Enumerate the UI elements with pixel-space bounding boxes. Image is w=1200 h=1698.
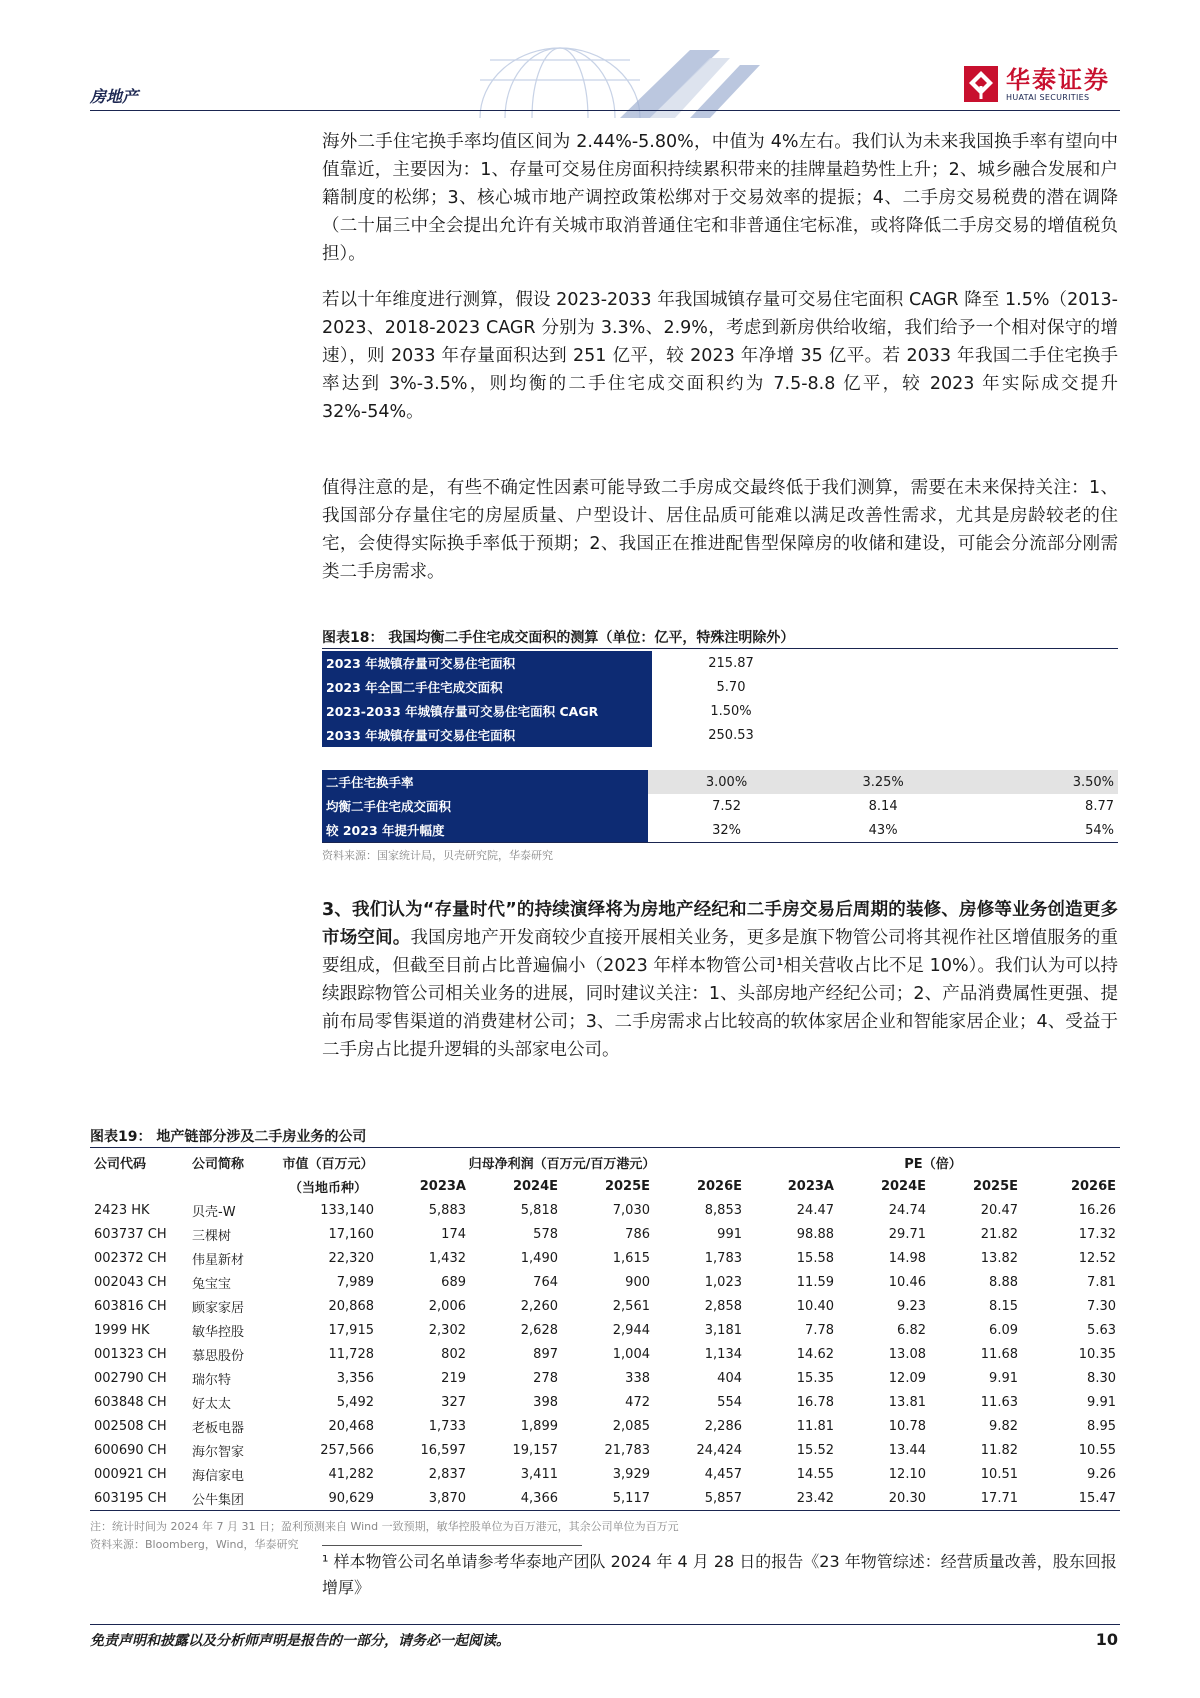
table-cell: 10.40 [796, 1298, 834, 1314]
table-cell: 3,411 [520, 1466, 558, 1482]
table-cell: 9.26 [1087, 1466, 1116, 1482]
table-cell: 9.91 [1087, 1394, 1116, 1410]
table-cell: 13.08 [888, 1346, 926, 1362]
company-code: 000921 CH [94, 1466, 167, 1482]
company-name: 兔宝宝 [192, 1276, 232, 1292]
footnote-rule [322, 1545, 582, 1546]
figure-18-title: 图表18： 我国均衡二手住宅成交面积的测算（单位：亿平，特殊注明除外） [322, 630, 795, 646]
table-cell: 13.44 [888, 1442, 926, 1458]
table-row [90, 1438, 1120, 1462]
huatai-logo [964, 66, 1110, 102]
table-cell: 3,356 [336, 1370, 374, 1386]
table-cell: 9.82 [989, 1418, 1018, 1434]
table-cell: 2,628 [520, 1322, 558, 1338]
table-cell: 11.68 [980, 1346, 1018, 1362]
table-cell: 1,783 [704, 1250, 742, 1266]
company-name: 伟星新材 [192, 1252, 245, 1268]
table-row [322, 675, 810, 699]
table-cell: 11.59 [796, 1274, 834, 1290]
figure-18-table-part1 [322, 651, 810, 747]
figure-18-table-part2 [322, 770, 1118, 842]
table-cell: 20.30 [838, 1486, 930, 1511]
table-cell: 15.58 [796, 1250, 834, 1266]
table-cell: 14.55 [796, 1466, 834, 1482]
company-code: 2423 HK [94, 1202, 150, 1218]
table-cell: 20,468 [328, 1418, 374, 1434]
table-cell: 41,282 [328, 1466, 374, 1482]
header-year: 2025E [604, 1178, 650, 1194]
footer-disclaimer: 免责声明和披露以及分析师声明是报告的一部分，请务必一起阅读。 [90, 1633, 510, 1649]
paragraph-1: 海外二手住宅换手率均值区间为 2.44%-5.80%，中值为 4%左右。我们认为未来我国换手率有望向中值靠近，主要因为：1、存量可交易住房面积持续累积带来的挂牌量趋势性上升；2、城乡融合发展和户籍制度的松绑；3、核心城市地产调控政策松绑对于交易效率的提振；4、二手房交易税费的潜在调降（二十届三中全会提出允许有关城市取消普通住宅和非普通住宅标准，或将降低二手房交易的增值税负担）。 [322, 132, 1118, 264]
table-cell: 2,085 [612, 1418, 650, 1434]
table-cell: 764 [533, 1274, 558, 1290]
table-cell: 900 [625, 1274, 650, 1290]
paragraph-2: 若以十年维度进行测算，假设 2023-2033 年我国城镇存量可交易住宅面积 CAGR 降至 1.5%（2013-2023、2018-2023 CAGR 分别为 3.3%、2.9%，考虑到新房供给收缩，我们给予一个相对保守的增速），则 2033 年存量面积达到 251 亿平，较 2023 年净增 35 亿平。若 2033 年我国二手住宅换手率达到 3%-3.5%，则均衡的二手住宅成交面积约为 7.5-8.8 亿平，较 2023 年实际成交提升 32%-54%。 [322, 290, 1118, 422]
table-row [322, 818, 1118, 842]
row-label: 较 2023 年提升幅度 [322, 818, 648, 842]
row-label: 2033 年城镇存量可交易住宅面积 [322, 723, 652, 747]
table-cell: 689 [441, 1274, 466, 1290]
company-code: 002790 CH [94, 1370, 167, 1386]
table-row [322, 651, 810, 675]
table-cell: 8,853 [704, 1202, 742, 1218]
company-name: 海信家电 [192, 1468, 245, 1484]
table-cell: 7.81 [1087, 1274, 1116, 1290]
table-cell: 16,597 [420, 1442, 466, 1458]
header-currency: （当地币种） [288, 1180, 367, 1196]
cell: 3.25% [805, 770, 962, 794]
table-cell: 1,733 [428, 1418, 466, 1434]
company-code: 603737 CH [94, 1226, 167, 1242]
table-cell: 3,870 [378, 1486, 470, 1511]
footer-rule [90, 1624, 1120, 1625]
header-rule [90, 110, 1120, 111]
cell: 1.50% [710, 703, 752, 719]
table-cell: 16.26 [1078, 1202, 1116, 1218]
header-year: 2023A [419, 1178, 466, 1194]
table-cell: 17,915 [328, 1322, 374, 1338]
table-row [90, 1390, 1120, 1414]
table-cell: 12.09 [888, 1370, 926, 1386]
row-label: 2023 年城镇存量可交易住宅面积 [322, 651, 652, 675]
table-cell: 23.42 [746, 1486, 838, 1511]
company-name: 敏华控股 [192, 1324, 245, 1340]
table-cell: 13.82 [980, 1250, 1018, 1266]
figure-19-table [90, 1150, 1120, 1511]
table-cell: 19,157 [512, 1442, 558, 1458]
page-number: 10 [1095, 1630, 1118, 1649]
company-name: 海尔智家 [192, 1444, 245, 1460]
table-row [322, 770, 1118, 794]
header-name: 公司简称 [192, 1156, 245, 1172]
table-cell: 11.82 [980, 1442, 1018, 1458]
table-cell: 10.78 [888, 1418, 926, 1434]
table-cell: 133,140 [320, 1202, 374, 1218]
table-cell: 10.46 [888, 1274, 926, 1290]
table-cell: 11,728 [328, 1346, 374, 1362]
company-code: 603816 CH [94, 1298, 167, 1314]
header-year: 2024E [880, 1178, 926, 1194]
figure-19-top-rule [90, 1147, 1120, 1148]
company-code: 1999 HK [94, 1322, 150, 1338]
company-code: 002372 CH [94, 1250, 167, 1266]
table-cell: 14.62 [796, 1346, 834, 1362]
table-cell: 3,929 [612, 1466, 650, 1482]
table-cell: 174 [441, 1226, 466, 1242]
table-cell: 9.91 [989, 1370, 1018, 1386]
table-cell: 10.35 [1078, 1346, 1116, 1362]
table-cell: 7.78 [805, 1322, 834, 1338]
company-name: 三棵树 [192, 1228, 232, 1244]
cell: 54% [1085, 822, 1114, 838]
table-cell: 22,320 [328, 1250, 374, 1266]
table-cell: 21,783 [604, 1442, 650, 1458]
figure-18-source: 资料来源：国家统计局，贝壳研究院，华泰研究 [322, 849, 553, 862]
header-year: 2026E [1070, 1178, 1116, 1194]
table-cell: 5,117 [562, 1486, 654, 1511]
table-row [90, 1246, 1120, 1270]
header-code: 公司代码 [94, 1156, 147, 1172]
company-name: 贝壳-W [192, 1204, 236, 1220]
table-cell: 3,181 [704, 1322, 742, 1338]
table-cell: 24.74 [888, 1202, 926, 1218]
table-row [90, 1414, 1120, 1438]
table-cell: 6.09 [989, 1322, 1018, 1338]
row-label: 二手住宅换手率 [322, 770, 648, 794]
company-name: 慕思股份 [192, 1348, 245, 1364]
table-row [90, 1486, 1120, 1511]
table-cell: 1,432 [428, 1250, 466, 1266]
cell: 5.70 [716, 679, 746, 695]
table-cell: 8.88 [989, 1274, 1018, 1290]
table-cell: 21.82 [980, 1226, 1018, 1242]
table-cell: 10.55 [1078, 1442, 1116, 1458]
table-cell: 1,004 [612, 1346, 650, 1362]
table-cell: 8.95 [1087, 1418, 1116, 1434]
table-cell: 98.88 [796, 1226, 834, 1242]
paragraph-3: 值得注意的是，有些不确定性因素可能导致二手房成交最终低于我们测算，需要在未来保持关注：1、我国部分存量住宅的房屋质量、户型设计、居住品质可能难以满足改善性需求，尤其是房龄较老的住宅，会使得实际换手率低于预期；2、我国正在推进配售型保障房的收储和建设，可能会分流部分刚需类二手房需求。 [322, 478, 1118, 582]
company-code: 603195 CH [90, 1486, 188, 1511]
table-cell: 17,160 [328, 1226, 374, 1242]
table-cell: 5.63 [1087, 1322, 1116, 1338]
table-cell: 2,302 [428, 1322, 466, 1338]
company-name: 顾家家居 [192, 1300, 245, 1316]
table-row [90, 1318, 1120, 1342]
table-cell: 5,883 [428, 1202, 466, 1218]
table-row [90, 1462, 1120, 1486]
table-header-row [90, 1150, 1120, 1174]
table-cell: 786 [625, 1226, 650, 1242]
cell: 250.53 [708, 727, 754, 743]
company-code: 001323 CH [94, 1346, 167, 1362]
table-cell: 8.15 [989, 1298, 1018, 1314]
paragraph-4-bold: 3、我们认为“存量时代”的持续演绎将为房地产经纪和二手房交易后周期的装修、房修等业务创造更多市场空间。 [322, 900, 1118, 948]
table-cell: 578 [533, 1226, 558, 1242]
table-cell: 12.52 [1078, 1250, 1116, 1266]
figure-19-source: 资料来源：Bloomberg，Wind，华泰研究 [90, 1538, 299, 1551]
table-cell: 2,944 [612, 1322, 650, 1338]
table-cell: 554 [717, 1394, 742, 1410]
table-cell: 398 [533, 1394, 558, 1410]
table-cell: 14.98 [888, 1250, 926, 1266]
company-name: 老板电器 [192, 1420, 245, 1436]
table-cell: 2,006 [428, 1298, 466, 1314]
company-name: 公牛集团 [188, 1486, 278, 1511]
table-cell: 24.47 [796, 1202, 834, 1218]
table-cell: 991 [717, 1226, 742, 1242]
table-cell: 17.71 [930, 1486, 1022, 1511]
table-cell: 16.78 [796, 1394, 834, 1410]
footnote: ¹ 样本物管公司名单请参考华泰地产团队 2024 年 4 月 28 日的报告《23 年物管综述：经营质量改善，股东回报增厚》 [322, 1552, 1117, 1597]
table-row [322, 794, 1118, 818]
cell: 3.00% [648, 770, 805, 794]
company-name: 好太太 [192, 1396, 232, 1412]
table-cell: 7.30 [1087, 1298, 1116, 1314]
table-row [322, 723, 810, 747]
table-cell: 219 [441, 1370, 466, 1386]
cell: 7.52 [712, 798, 742, 814]
table-cell: 17.32 [1078, 1226, 1116, 1242]
cell: 32% [712, 822, 741, 838]
table-cell: 4,457 [704, 1466, 742, 1482]
table-cell: 11.63 [980, 1394, 1018, 1410]
header-year: 2026E [696, 1178, 742, 1194]
section-title: 房地产 [90, 87, 139, 106]
table-cell: 2,837 [428, 1466, 466, 1482]
table-cell: 278 [533, 1370, 558, 1386]
paragraph-4-rest: 我国房地产开发商较少直接开展相关业务，更多是旗下物管公司将其视作社区增值服务的重要组成，但截至目前占比普遍偏小（2023 年样本物管公司¹相关营收占比不足 10%）。我们认为可以持续跟踪物管公司相关业务的进展，同时建议关注：1、头部房地产经纪公司；2、产品消费属性更强、提前布局零售渠道的消费建材公司；3、二手房需求占比较高的软体家居企业和智能家居企业；4、受益于二手房占比提升逻辑的头部家电公司。 [322, 928, 1118, 1060]
table-cell: 1,490 [520, 1250, 558, 1266]
figure-19-note: 注：统计时间为 2024 年 7 月 31 日；盈利预测来自 Wind 一致预期，敏华控股单位为百万港元，其余公司单位为百万元 [90, 1520, 679, 1533]
table-cell: 24,424 [696, 1442, 742, 1458]
table-cell: 472 [625, 1394, 650, 1410]
company-code: 600690 CH [94, 1442, 167, 1458]
header-year: 2024E [512, 1178, 558, 1194]
table-cell: 5,492 [336, 1394, 374, 1410]
figure-18-top-rule [322, 648, 1118, 649]
table-row [90, 1222, 1120, 1246]
header-year: 2025E [972, 1178, 1018, 1194]
header-market-cap: 市值（百万元） [282, 1156, 374, 1172]
huatai-logo-mark-icon [964, 66, 998, 102]
table-cell: 2,286 [704, 1418, 742, 1434]
table-cell: 15.47 [1022, 1486, 1120, 1511]
company-name: 瑞尔特 [192, 1372, 232, 1388]
header-decoration-graphic [450, 40, 810, 118]
table-row [90, 1366, 1120, 1390]
table-row [90, 1198, 1120, 1222]
header-net-profit: 归母净利润（百万元/百万港元） [468, 1156, 656, 1172]
table-cell: 7,989 [336, 1274, 374, 1290]
table-cell: 1,023 [704, 1274, 742, 1290]
cell: 43% [868, 822, 898, 838]
cell: 8.14 [868, 798, 898, 814]
table-row [90, 1342, 1120, 1366]
table-header-row [90, 1174, 1120, 1198]
cell: 3.50% [961, 770, 1118, 794]
table-cell: 29.71 [888, 1226, 926, 1242]
row-label: 2023 年全国二手住宅成交面积 [322, 675, 652, 699]
table-cell: 20,868 [328, 1298, 374, 1314]
table-cell: 5,818 [520, 1202, 558, 1218]
row-label: 2023-2033 年城镇存量可交易住宅面积 CAGR [322, 699, 652, 723]
figure-19-title: 图表19： 地产链部分涉及二手房业务的公司 [90, 1129, 367, 1145]
table-cell: 2,260 [520, 1298, 558, 1314]
row-label: 均衡二手住宅成交面积 [322, 794, 648, 818]
company-code: 002508 CH [94, 1418, 167, 1434]
table-cell: 9.23 [897, 1298, 926, 1314]
table-cell: 897 [533, 1346, 558, 1362]
table-row [90, 1270, 1120, 1294]
table-cell: 6.82 [897, 1322, 926, 1338]
table-cell: 5,857 [654, 1486, 746, 1511]
table-row [322, 699, 810, 723]
cell: 8.77 [1085, 798, 1114, 814]
table-cell: 11.81 [796, 1418, 834, 1434]
table-cell: 8.30 [1087, 1370, 1116, 1386]
table-row [90, 1294, 1120, 1318]
table-cell: 7,030 [612, 1202, 650, 1218]
table-cell: 327 [441, 1394, 466, 1410]
company-code: 002043 CH [94, 1274, 167, 1290]
cell: 215.87 [708, 655, 754, 671]
table-cell: 2,561 [612, 1298, 650, 1314]
table-cell: 1,899 [520, 1418, 558, 1434]
table-cell: 802 [441, 1346, 466, 1362]
table-cell: 10.51 [980, 1466, 1018, 1482]
table-cell: 338 [625, 1370, 650, 1386]
paragraph-4 [322, 896, 1118, 1064]
table-cell: 257,566 [320, 1442, 374, 1458]
table-cell: 1,615 [612, 1250, 650, 1266]
table-cell: 13.81 [888, 1394, 926, 1410]
table-cell: 20.47 [980, 1202, 1018, 1218]
header-year: 2023A [787, 1178, 834, 1194]
company-code: 603848 CH [94, 1394, 167, 1410]
table-cell: 2,858 [704, 1298, 742, 1314]
figure-18-bottom-rule [322, 842, 1118, 843]
header-pe: PE（倍） [904, 1156, 962, 1172]
table-cell: 15.52 [796, 1442, 834, 1458]
logo-english-text: HUATAI SECURITIES [1006, 92, 1090, 102]
logo-chinese-text: 华泰证券 [1006, 65, 1110, 94]
table-cell: 15.35 [796, 1370, 834, 1386]
table-cell: 1,134 [704, 1346, 742, 1362]
table-cell: 90,629 [278, 1486, 378, 1511]
table-cell: 12.10 [888, 1466, 926, 1482]
table-cell: 404 [717, 1370, 742, 1386]
table-cell: 4,366 [470, 1486, 562, 1511]
